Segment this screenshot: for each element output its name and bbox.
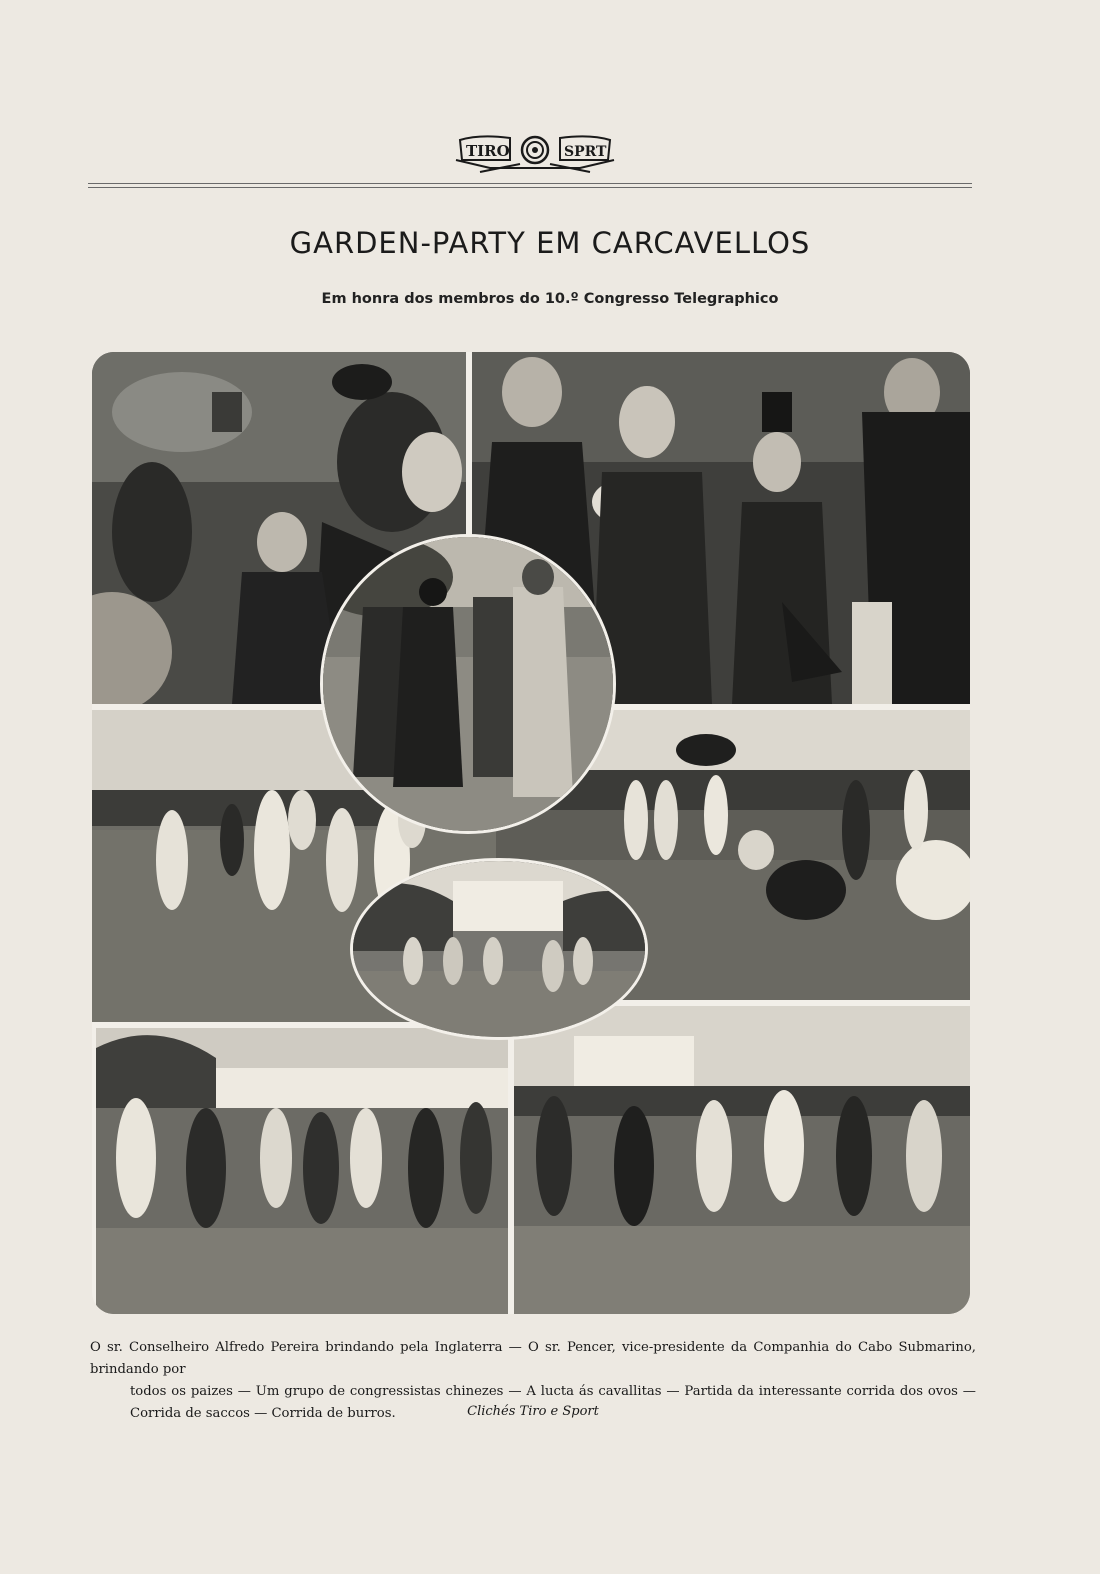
header-rule-bottom [88,187,972,188]
photo-corrida-saccos [350,858,648,1040]
caption-line-1: O sr. Conselheiro Alfredo Pereira brindando pela Inglaterra — O sr. Pencer, vice-presidente da Companhia do Cabo Submarino, brindando por [90,1340,976,1377]
header-rule-top [88,183,972,184]
caption-line-2: todos os paizes — Um grupo de congressistas chinezes — A lucta ás cavallitas — Partida da interessante corrida dos ovos — Corrida de saccos — Corrida de burros. [130,1384,976,1421]
photo-credit: Clichés Tiro e Sport [467,1404,599,1419]
photo-congressistas-chinezes [320,534,616,834]
photo-corrida-burros-1 [96,1028,508,1314]
photo-montage [92,352,970,1314]
tiro-sport-logo-icon [450,130,620,176]
article-subtitle: Em honra dos membros do 10.º Congresso Telegraphico [321,291,779,307]
masthead-logo [450,130,620,176]
photo-corrida-burros-2 [514,1006,970,1314]
svg-text:TIRO: TIRO [466,142,510,160]
svg-text:SPRT: SPRT [564,144,607,160]
article-title: GARDEN-PARTY EM CARCAVELLOS [289,226,811,260]
